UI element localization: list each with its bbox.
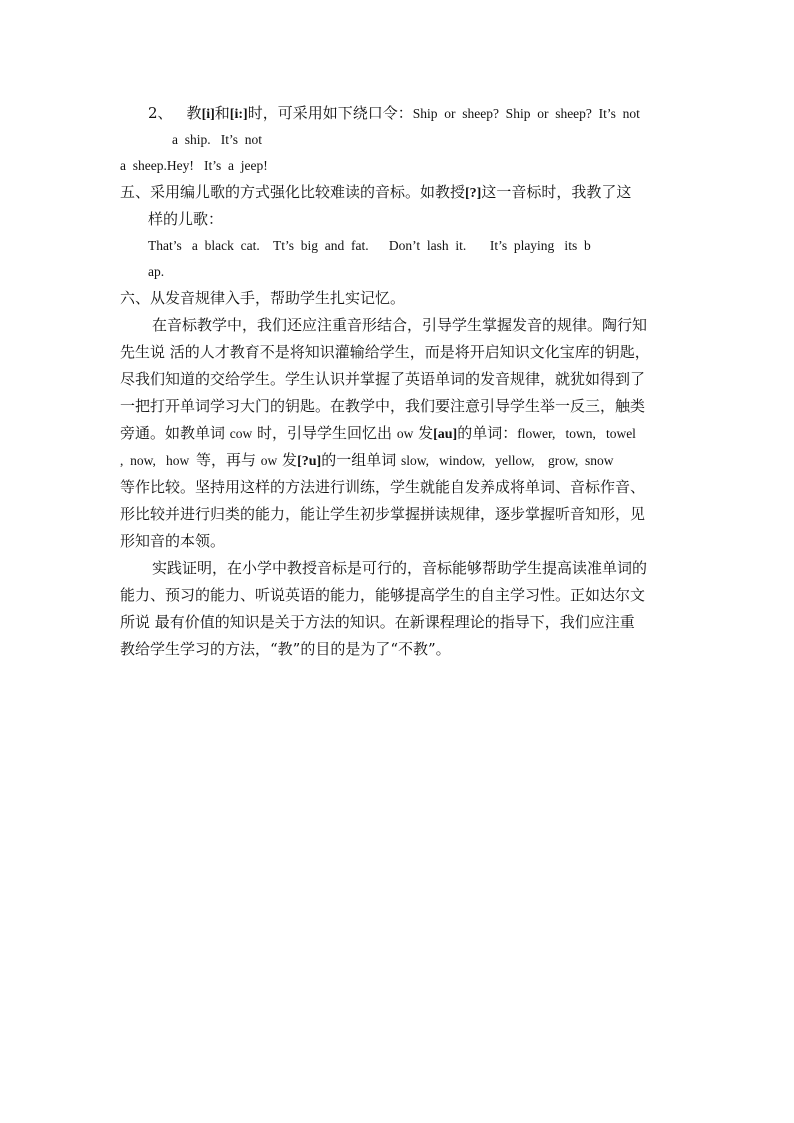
- paragraph-1-line-6: [120, 450, 613, 472]
- item-2-text-a: 教: [186, 104, 202, 122]
- text: 旁通。如教单词: [120, 424, 230, 442]
- section-5-heading-b: 这一音标时，我教了这: [481, 183, 632, 201]
- paragraph-1-line-5: [120, 423, 636, 445]
- text: 时，引导学生回忆出: [252, 424, 397, 442]
- section-5-heading-a: 五、采用编儿歌的方式强化比较难读的音标。如教授: [120, 183, 466, 201]
- phonetic-i: [i]: [201, 107, 215, 122]
- word-ow: ow: [260, 453, 278, 468]
- paragraph-2-line-2: 能力、预习的能力、听说英语的能力，能够提高学生的自主学习性。正如达尔文: [120, 586, 646, 604]
- item-2-text-b: 和: [214, 104, 230, 122]
- item-2-text-c: 时，可采用如下绕口令：: [247, 104, 413, 122]
- text: 的单词：: [457, 424, 518, 442]
- children-song-2: ap.: [148, 264, 165, 279]
- paragraph-1-line-4: 一把打开单词学习大门的钥匙。在教学中，我们要注意引导学生举一反三，触类: [120, 397, 646, 415]
- section-5-heading-cont: 样的儿歌：: [148, 210, 224, 228]
- word-list-au-cont: , now, how: [120, 453, 196, 468]
- text: 的一组单词: [321, 451, 401, 469]
- phonetic-i-long: [i:]: [229, 107, 248, 122]
- paragraph-1-line-9: 形知音的本领。: [120, 532, 226, 550]
- word-ow: ow: [396, 426, 414, 441]
- text: 发: [277, 451, 298, 469]
- phonetic-ou: [?u]: [297, 454, 322, 469]
- tongue-twister-3: a sheep.Hey! It’s a jeep!: [120, 158, 268, 173]
- paragraph-1-line-8: 形比较并进行归类的能力，能让学生初步掌握拼读规律，逐步掌握听音知形，见: [120, 505, 646, 523]
- paragraph-2-line-1: 实践证明，在小学中教授音标是可行的，音标能够帮助学生提高读准单词的: [152, 559, 648, 577]
- item-2-number: 2、: [148, 104, 173, 122]
- word-cow: cow: [229, 426, 253, 441]
- section-6-heading: 六、从发音规律入手，帮助学生扎实记忆。: [120, 289, 406, 307]
- paragraph-1-line-2: 先生说 活的人才教育不是将知识灌输给学生，而是将开启知识文化宝库的钥匙，: [120, 343, 650, 361]
- tongue-twister-2: a ship. It’s not: [172, 132, 262, 147]
- paragraph-1-line-3: 尽我们知道的交给学生。学生认识并掌握了英语单词的发音规律，就犹如得到了: [120, 370, 646, 388]
- paragraph-1-line-1: 在音标教学中，我们还应注重音形结合，引导学生掌握发音的规律。陶行知: [152, 316, 648, 334]
- phonetic-unknown: [?]: [465, 186, 482, 201]
- text: 发: [413, 424, 434, 442]
- paragraph-1-line-7: 等作比较。坚持用这样的方法进行训练，学生就能自发养成将单词、音标作音、: [120, 478, 646, 496]
- paragraph-2-line-4: 教给学生学习的方法，“教”的目的是为了“不教”。: [120, 640, 451, 658]
- children-song-1: That’s a black cat. Tt’s big and fat. Don’t lash it. It’s playing its b: [148, 238, 591, 253]
- phonetic-au: [au]: [433, 427, 458, 442]
- tongue-twister-1: Ship or sheep? Ship or sheep? It’s not: [412, 106, 640, 121]
- paragraph-2-line-3: 所说 最有价值的知识是关于方法的知识。在新课程理论的指导下，我们应注重: [120, 613, 635, 631]
- text: 等，再与: [196, 451, 261, 469]
- section-5-heading: [120, 182, 631, 204]
- item-2-line: [148, 103, 640, 125]
- word-list-ou: slow, window, yellow, grow, snow: [400, 453, 614, 468]
- word-list-au: flower, town, towel: [517, 426, 636, 441]
